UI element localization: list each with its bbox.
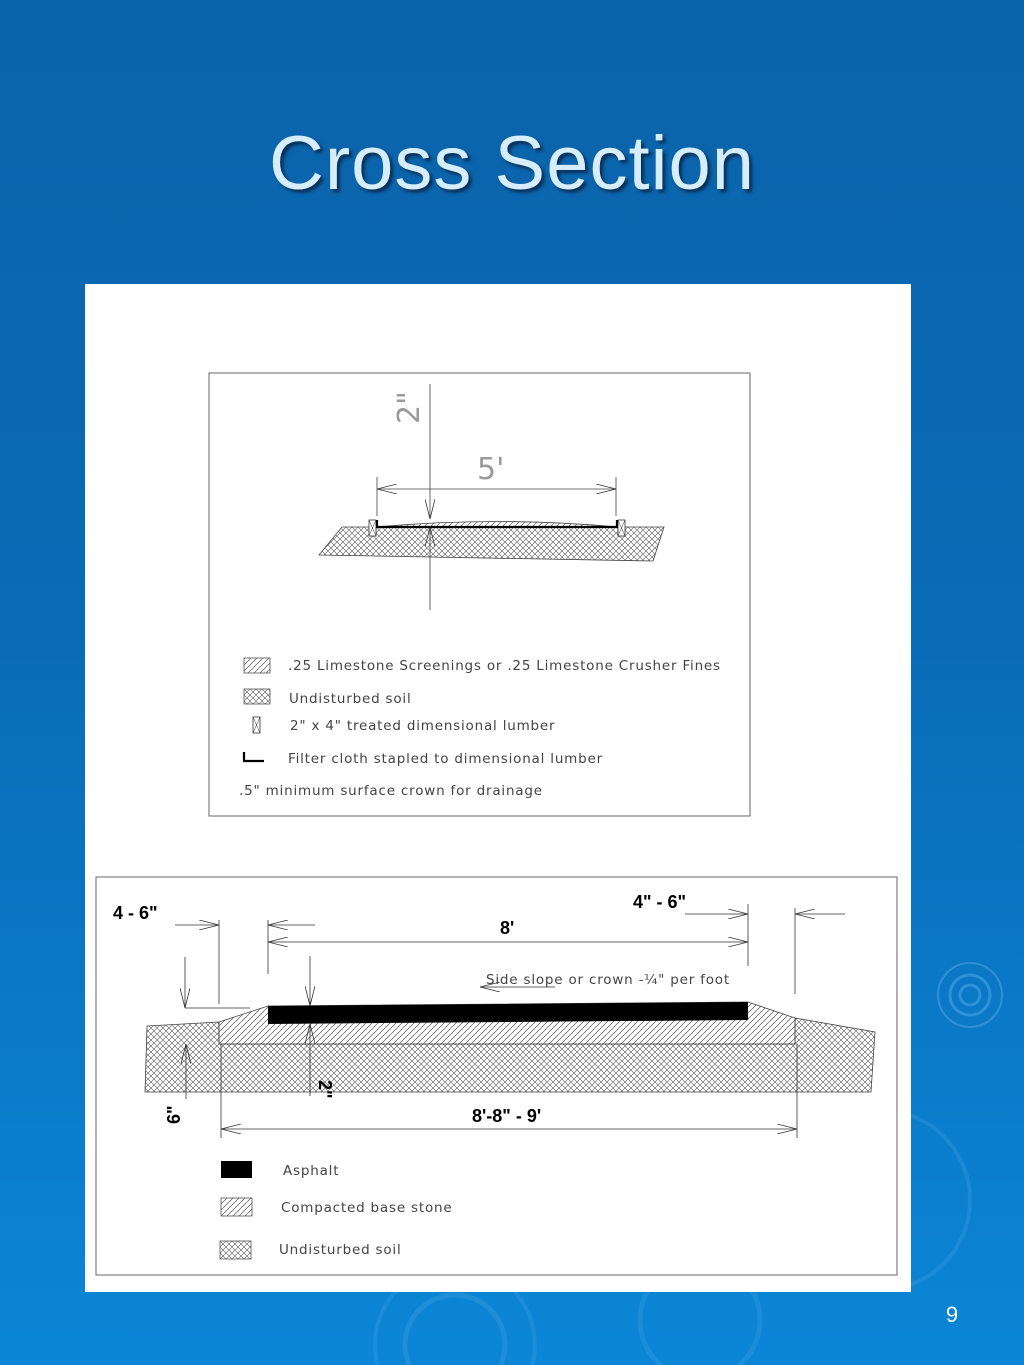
page-number: 9 (945, 1302, 959, 1327)
dim-width-label: 5' (477, 452, 505, 487)
soil-swatch (244, 689, 270, 704)
slope-note: Side slope or crown -¼" per foot (486, 972, 730, 988)
dim-base-depth-label: 6" (164, 1105, 184, 1124)
base-stone-swatch (221, 1198, 252, 1216)
legend-crown: .5" minimum surface crown for drainage (239, 783, 543, 799)
legend-soil: Undisturbed soil (289, 691, 412, 707)
path-cross-section-bottom (96, 877, 897, 1275)
dim-base-width-label: 8'-8" - 9' (472, 1106, 542, 1126)
dim-shoulder-label: 4 - 6" (113, 903, 158, 923)
dim-width-label-8ft: 8' (500, 918, 515, 938)
filter-cloth-swatch (244, 752, 264, 761)
slide-title: Cross Section (268, 121, 756, 206)
trail-cross-section-top (209, 373, 750, 816)
legend-limestone: .25 Limestone Screenings or .25 Limestone Crusher Fines (288, 658, 721, 674)
legend-asphalt: Asphalt (283, 1163, 340, 1179)
soil-swatch-2 (220, 1241, 251, 1259)
dim-asphalt-depth-label: 2" (315, 1080, 335, 1099)
dim-shoulder-right-label: 4" - 6" (633, 892, 687, 912)
legend-lumber: 2" x 4" treated dimensional lumber (290, 718, 556, 734)
asphalt-swatch (221, 1161, 252, 1178)
legend-filter-cloth: Filter cloth stapled to dimensional lumber (288, 751, 603, 767)
diagram-panel (85, 284, 911, 1292)
dim-height-label: 2" (392, 391, 427, 424)
cross-section-drawings (85, 284, 911, 1292)
limestone-swatch (244, 658, 270, 673)
legend-base-stone: Compacted base stone (281, 1200, 453, 1216)
legend-soil-2: Undisturbed soil (279, 1242, 402, 1258)
